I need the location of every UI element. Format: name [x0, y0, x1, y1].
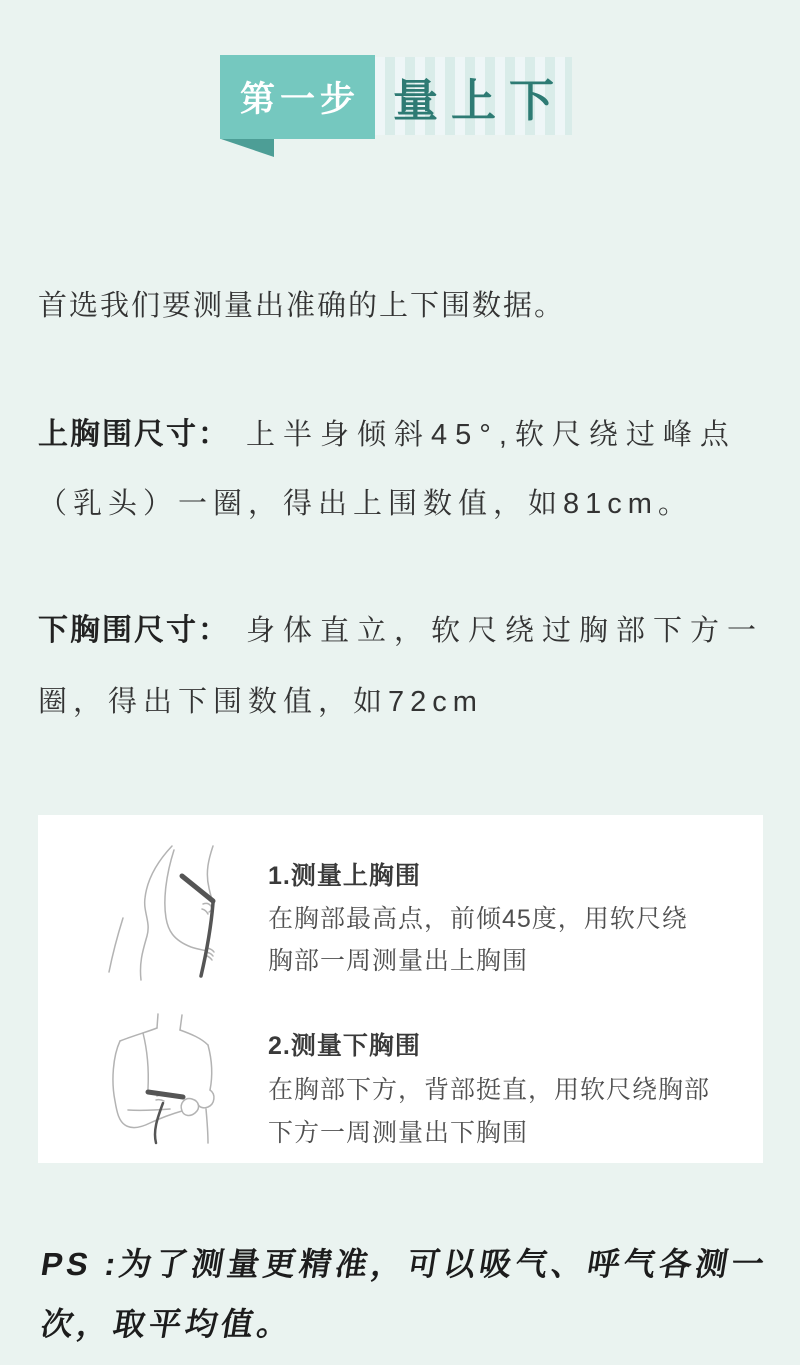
section-title: 量上下 [392, 74, 567, 126]
title-stripe-background [375, 57, 572, 135]
intro-paragraph: 首选我们要测量出准确的上下围数据。 [38, 290, 566, 322]
person-leaning-45deg-with-tape-illustration [95, 830, 245, 1010]
instruction-card [38, 815, 763, 1163]
upper-bust-line-1 [38, 409, 737, 453]
step1-text-line-2: 胸部一周测量出上胸围 [268, 947, 529, 975]
step2-text-line-1: 在胸部下方，背部挺直，用软尺绕胸部 [268, 1076, 711, 1104]
ps-note-line-1: PS :为了测量更精准，可以吸气、呼气各测一 [38, 1246, 771, 1282]
ps-note-line-2: 次，取平均值。 [38, 1306, 297, 1342]
upper-bust-label: 上胸围尺寸： [38, 418, 230, 451]
upper-bust-text-1: 上半身倾斜45°,软尺绕过峰点 [246, 419, 737, 451]
step1-text-line-1: 在胸部最高点，前倾45度，用软尺绕 [268, 905, 688, 933]
step1-heading: 1.测量上胸围 [268, 862, 421, 890]
upper-bust-line-2: （乳头）一圈，得出上围数值，如81cm。 [38, 488, 693, 520]
step-badge-label: 第一步 [239, 80, 360, 119]
badge-fold-ribbon [221, 139, 274, 157]
lower-bust-text-1: 身体直立，软尺绕过胸部下方一 [246, 615, 765, 647]
person-measuring-underbust-illustration [95, 1011, 245, 1156]
step-badge [220, 55, 375, 139]
lower-bust-label: 下胸围尺寸： [38, 614, 230, 647]
lower-bust-line-2: 圈，得出下围数值，如72cm [38, 686, 483, 718]
step2-heading: 2.测量下胸围 [268, 1032, 421, 1060]
lower-bust-line-1 [38, 605, 764, 649]
step2-text-line-2: 下方一周测量出下胸围 [268, 1119, 529, 1147]
